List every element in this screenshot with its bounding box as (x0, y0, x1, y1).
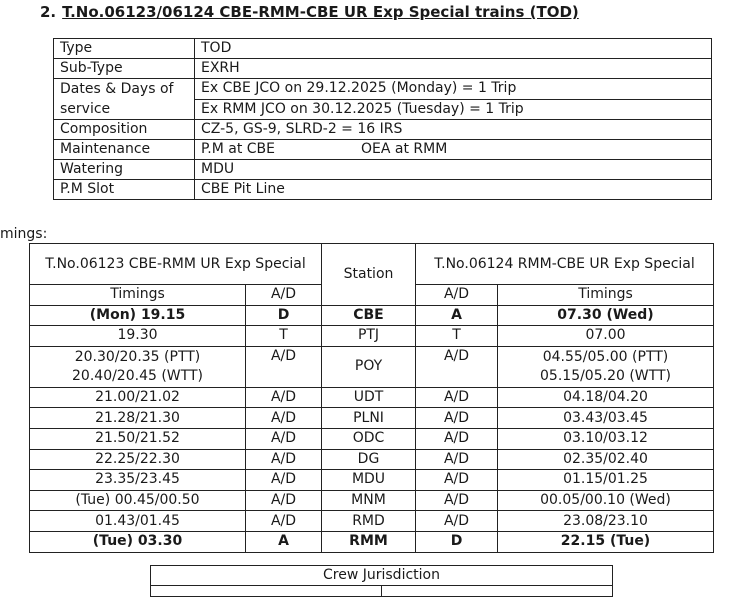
info-value: Ex CBE JCO on 29.12.2025 (Monday) = 1 Trip (195, 79, 712, 100)
info-row-maintenance (54, 140, 712, 160)
left-ad: A/D (246, 490, 322, 511)
left-timing: (Tue) 00.45/00.50 (30, 490, 246, 511)
station-code: RMM (322, 531, 416, 552)
info-label: Maintenance (54, 140, 195, 160)
right-timing: 07.00 (498, 326, 714, 347)
station-code: PLNI (322, 408, 416, 429)
crew-cell-right (382, 586, 613, 597)
right-timing: 01.15/01.25 (498, 470, 714, 491)
station-code: DG (322, 449, 416, 470)
left-ad: A/D (246, 387, 322, 408)
info-label: Dates & Days of service (54, 79, 195, 120)
info-value: MDU (195, 160, 712, 180)
timings-table (29, 243, 714, 553)
left-ad: A/D (246, 408, 322, 429)
left-timing: (Tue) 03.30 (30, 531, 246, 552)
right-ad: D (416, 531, 498, 552)
right-timing-wtt: 05.15/05.20 (WTT) (540, 367, 671, 384)
left-timing-wtt: 20.40/20.45 (WTT) (72, 367, 203, 384)
crew-jurisdiction-table (150, 565, 613, 597)
timings-header-row (30, 244, 714, 285)
right-timing: 22.15 (Tue) (498, 531, 714, 552)
right-timing: 07.30 (Wed) (498, 305, 714, 326)
info-value: Ex RMM JCO on 30.12.2025 (Tuesday) = 1 Trip (195, 99, 712, 120)
station-code: ODC (322, 428, 416, 449)
timings-row (30, 346, 714, 387)
timings-row (30, 408, 714, 429)
station-code: PTJ (322, 326, 416, 347)
left-ad: D (246, 305, 322, 326)
right-ad: A/D (416, 408, 498, 429)
station-code: CBE (322, 305, 416, 326)
info-row-subtype (54, 59, 712, 79)
header-station: Station (322, 244, 416, 306)
left-ad: A/D (246, 449, 322, 470)
crew-cell-left (151, 586, 382, 597)
section-heading (40, 3, 579, 21)
info-row-watering (54, 160, 712, 180)
right-timing: 23.08/23.10 (498, 511, 714, 532)
timings-row (30, 511, 714, 532)
info-value: CZ-5, GS-9, SLRD-2 = 16 IRS (195, 120, 712, 140)
right-timing: 02.35/02.40 (498, 449, 714, 470)
left-timing: 01.43/01.45 (30, 511, 246, 532)
station-code: POY (322, 346, 416, 387)
timings-row (30, 470, 714, 491)
subheader-ad-right: A/D (416, 285, 498, 306)
subheader-timings-right: Timings (498, 285, 714, 306)
maintenance-oea: OEA at RMM (361, 141, 448, 157)
left-ad: A/D (246, 428, 322, 449)
right-ad: A/D (416, 387, 498, 408)
timings-row (30, 387, 714, 408)
right-ad: A/D (416, 346, 498, 387)
timings-label: mings: (0, 226, 48, 242)
crew-title-row (151, 566, 613, 586)
section-title: T.No.06123/06124 CBE-RMM-CBE UR Exp Special trains (TOD) (62, 3, 579, 21)
left-ad: A/D (246, 511, 322, 532)
left-timing: 22.25/22.30 (30, 449, 246, 470)
right-timing: 04.18/04.20 (498, 387, 714, 408)
right-timing-ptt: 04.55/05.00 (PTT) (542, 348, 669, 365)
right-ad: A/D (416, 449, 498, 470)
left-timing: 19.30 (30, 326, 246, 347)
info-label: P.M Slot (54, 180, 195, 200)
station-code: RMD (322, 511, 416, 532)
left-timing: (Mon) 19.15 (30, 305, 246, 326)
timings-row (30, 531, 714, 552)
station-code: UDT (322, 387, 416, 408)
crew-title: Crew Jurisdiction (151, 566, 613, 586)
crew-sub-row (151, 586, 613, 597)
left-ad: A/D (246, 470, 322, 491)
right-ad: A/D (416, 490, 498, 511)
info-label: Type (54, 39, 195, 59)
info-row-pmslot (54, 180, 712, 200)
right-ad: A/D (416, 511, 498, 532)
right-timing: 03.43/03.45 (498, 408, 714, 429)
timings-row (30, 305, 714, 326)
right-ad: T (416, 326, 498, 347)
info-value: EXRH (195, 59, 712, 79)
section-number: 2. (40, 3, 57, 21)
info-value: CBE Pit Line (195, 180, 712, 200)
info-row-composition (54, 120, 712, 140)
subheader-timings-left: Timings (30, 285, 246, 306)
left-ad: A/D (246, 346, 322, 387)
timings-row (30, 326, 714, 347)
right-timing: 03.10/03.12 (498, 428, 714, 449)
info-label: Composition (54, 120, 195, 140)
station-code: MNM (322, 490, 416, 511)
info-row-dates-1 (54, 79, 712, 100)
timings-row (30, 428, 714, 449)
maintenance-pm: P.M at CBE (201, 141, 275, 157)
left-ad: T (246, 326, 322, 347)
timings-row (30, 490, 714, 511)
info-row-type (54, 39, 712, 59)
right-ad: A/D (416, 428, 498, 449)
left-timing: 21.00/21.02 (30, 387, 246, 408)
info-label: Watering (54, 160, 195, 180)
left-ad: A (246, 531, 322, 552)
station-code: MDU (322, 470, 416, 491)
right-timing: 00.05/00.10 (Wed) (498, 490, 714, 511)
timings-row (30, 449, 714, 470)
left-timing-ptt: 20.30/20.35 (PTT) (74, 348, 201, 365)
left-timing: 21.50/21.52 (30, 428, 246, 449)
right-ad: A (416, 305, 498, 326)
right-ad: A/D (416, 470, 498, 491)
header-left-train: T.No.06123 CBE-RMM UR Exp Special (30, 244, 322, 285)
left-timing: 21.28/21.30 (30, 408, 246, 429)
subheader-ad-left: A/D (246, 285, 322, 306)
header-right-train: T.No.06124 RMM-CBE UR Exp Special (416, 244, 714, 285)
left-timing (30, 346, 246, 387)
info-label: Sub-Type (54, 59, 195, 79)
train-info-table (53, 38, 712, 200)
info-value: TOD (195, 39, 712, 59)
left-timing: 23.35/23.45 (30, 470, 246, 491)
info-value (195, 140, 712, 160)
right-timing (498, 346, 714, 387)
